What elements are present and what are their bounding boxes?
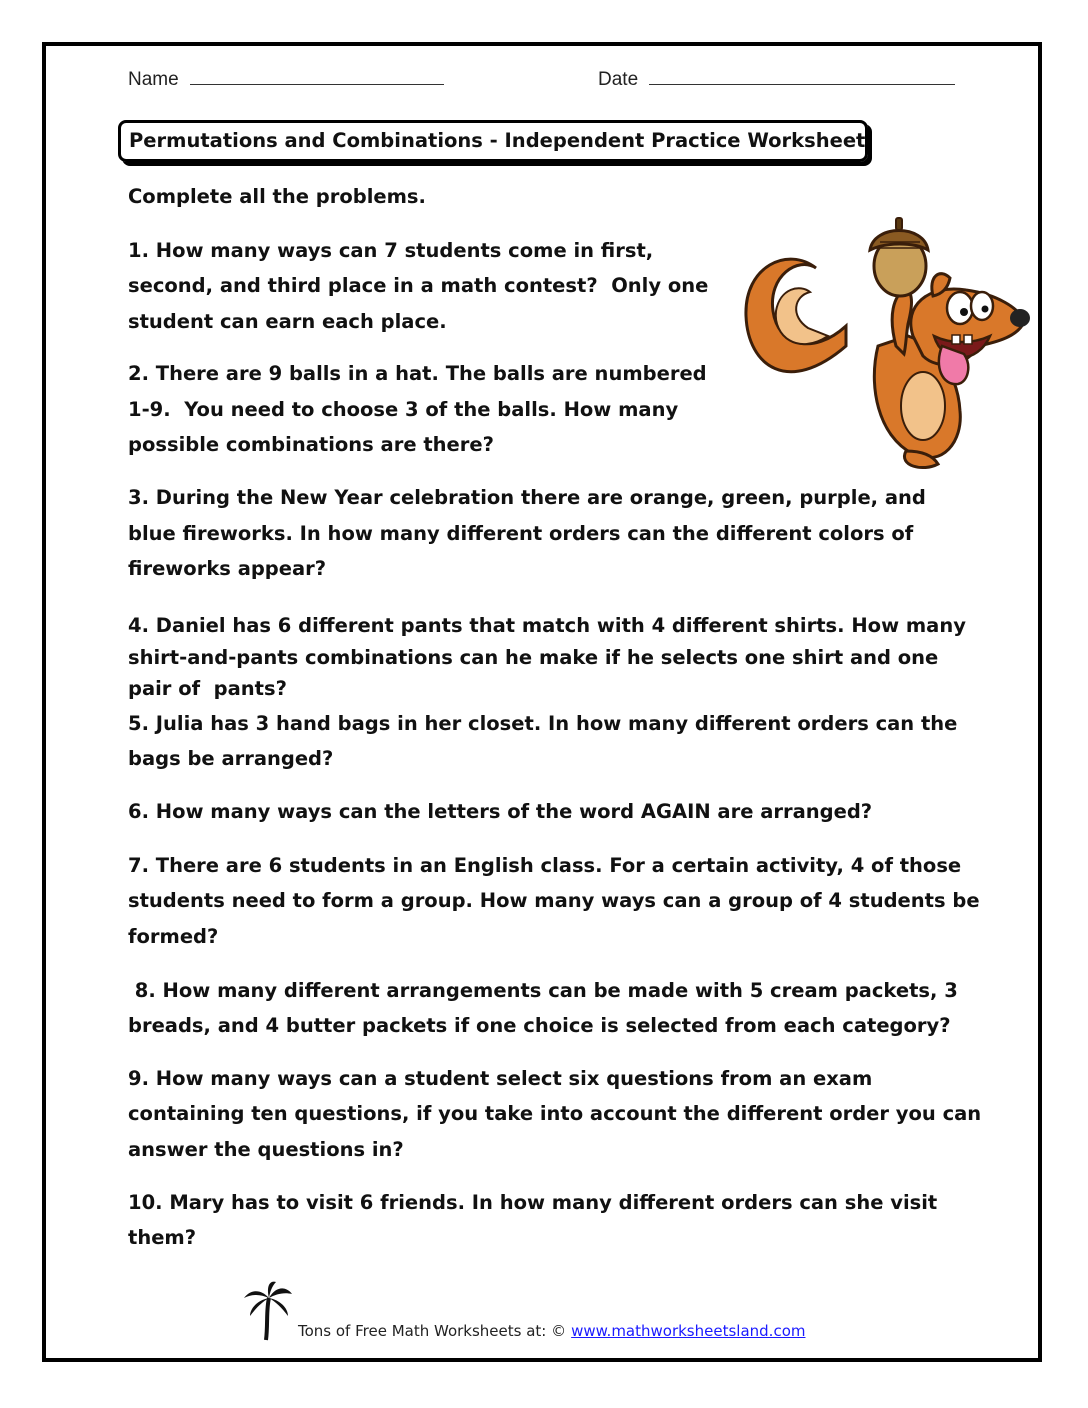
palm-tree-icon bbox=[242, 1280, 294, 1342]
problem-5-line-1: 5. Julia has 3 hand bags in her closet. In how many different orders can the bbox=[128, 712, 958, 735]
name-field[interactable] bbox=[128, 66, 444, 91]
problem-8-line-2: breads, and 4 butter packets if one choice is selected from each category? bbox=[128, 1014, 951, 1037]
date-field[interactable] bbox=[598, 66, 955, 91]
problem-1-line-3: student can earn each place. bbox=[128, 310, 447, 333]
date-label: Date bbox=[598, 69, 639, 90]
problem-1-line-1: 1. How many ways can 7 students come in first, bbox=[128, 239, 654, 262]
problem-10-line-2: them? bbox=[128, 1226, 197, 1249]
problem-4-line-3: pair of pants? bbox=[128, 677, 287, 700]
problem-3-line-3: fireworks appear? bbox=[128, 557, 327, 580]
problem-9-line-1: 9. How many ways can a student select six questions from an exam bbox=[128, 1067, 873, 1090]
date-blank[interactable] bbox=[649, 66, 955, 85]
squirrel-icon bbox=[728, 196, 1038, 486]
problem-2-line-1: 2. There are 9 balls in a hat. The balls are numbered bbox=[128, 362, 707, 385]
problem-4-line-1: 4. Daniel has 6 different pants that match with 4 different shirts. How many bbox=[128, 614, 966, 637]
problem-2-line-2: 1-9. You need to choose 3 of the balls. How many bbox=[128, 398, 679, 421]
problem-7-line-2: students need to form a group. How many ways can a group of 4 students be bbox=[128, 889, 980, 912]
footer-link[interactable]: www.mathworksheetsland.com bbox=[571, 1322, 806, 1340]
problem-7-line-3: formed? bbox=[128, 925, 219, 948]
problem-6-line-1: 6. How many ways can the letters of the word AGAIN are arranged? bbox=[128, 800, 873, 823]
worksheet-title: Permutations and Combinations - Independent Practice Worksheet bbox=[118, 120, 868, 162]
problem-3-line-1: 3. During the New Year celebration there are orange, green, purple, and bbox=[128, 486, 926, 509]
problem-3-line-2: blue fireworks. In how many different orders can the different colors of bbox=[128, 522, 914, 545]
problem-9-line-3: answer the questions in? bbox=[128, 1138, 404, 1161]
problem-9-line-2: containing ten questions, if you take into account the different order you can bbox=[128, 1102, 982, 1125]
name-blank[interactable] bbox=[190, 66, 444, 85]
problem-1-line-2: second, and third place in a math contest? Only one bbox=[128, 274, 709, 297]
problem-7-line-1: 7. There are 6 students in an English class. For a certain activity, 4 of those bbox=[128, 854, 962, 877]
problem-4-line-2: shirt-and-pants combinations can he make if he selects one shirt and one bbox=[128, 646, 939, 669]
footer bbox=[298, 1322, 805, 1340]
instructions: Complete all the problems. bbox=[128, 185, 426, 208]
problem-5-line-2: bags be arranged? bbox=[128, 747, 334, 770]
footer-text: Tons of Free Math Worksheets at: © bbox=[298, 1322, 567, 1340]
problem-10-line-1: 10. Mary has to visit 6 friends. In how many different orders can she visit bbox=[128, 1191, 938, 1214]
problem-2-line-3: possible combinations are there? bbox=[128, 433, 494, 456]
problem-8-line-1: 8. How many different arrangements can be made with 5 cream packets, 3 bbox=[128, 979, 958, 1002]
name-label: Name bbox=[128, 69, 179, 90]
